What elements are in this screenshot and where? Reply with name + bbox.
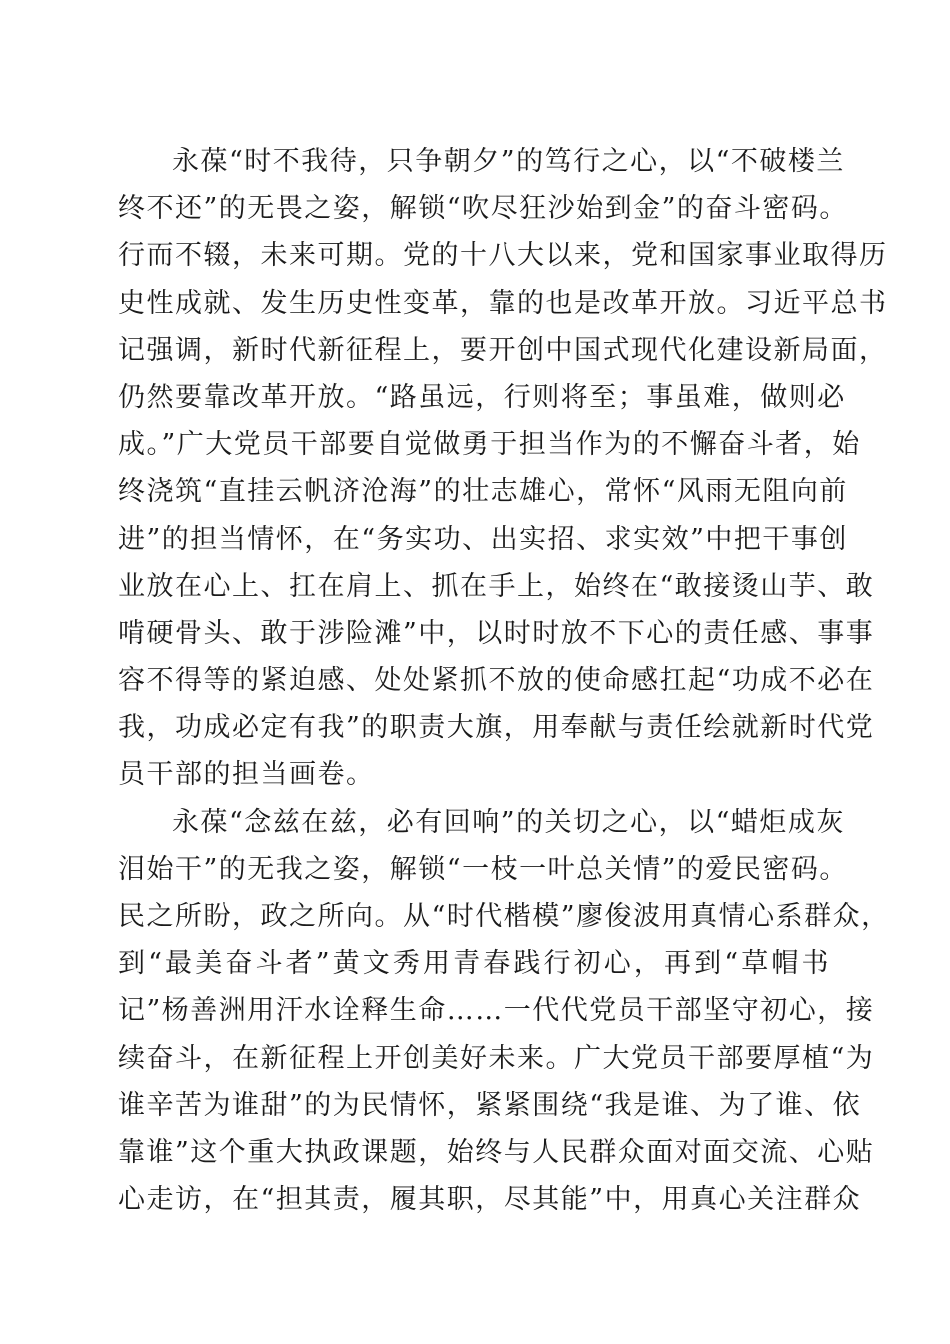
paragraph-line: 容不得等的紧迫感、处处紧抓不放的使命感扛起“功成不必在	[118, 665, 875, 697]
body-text	[118, 138, 890, 1223]
paragraph-line: 终不还”的无畏之姿，解锁“吹尽狂沙始到金”的奋斗密码。	[118, 193, 848, 225]
paragraph-line: 进”的担当情怀，在“务实功、出实招、求实效”中把干事创	[118, 523, 848, 555]
paragraph-line: 成。”广大党员干部要自觉做勇于担当作为的不懈奋斗者，始	[118, 429, 861, 461]
paragraph-line: 业放在心上、扛在肩上、抓在手上，始终在“敢接烫山芋、敢	[118, 570, 875, 602]
paragraph-line: 靠谁”这个重大执政课题，始终与人民群众面对面交流、心贴	[118, 1136, 875, 1168]
paragraph-line: 永葆“时不我待，只争朝夕”的笃行之心，以“不破楼兰	[172, 146, 845, 177]
paragraph-line: 仍然要靠改革开放。“路虽远，行则将至；事虽难，做则必	[118, 381, 846, 413]
paragraph-line: 心走访，在“担其责，履其职，尽其能”中，用真心关注群众	[118, 1184, 862, 1216]
paragraph-line: 续奋斗，在新征程上开创美好未来。广大党员干部要厚植“为	[118, 1042, 875, 1074]
paragraph-line: 员干部的担当画卷。	[118, 759, 375, 791]
paragraph-line: 我，功成必定有我”的职责大旗，用奉献与责任绘就新时代党	[118, 712, 875, 744]
paragraph-line: 记强调，新时代新征程上，要开创中国式现代化建设新局面，	[118, 334, 888, 366]
paragraph-line: 终浇筑“直挂云帆济沧海”的壮志雄心，常怀“风雨无阻向前	[118, 476, 848, 508]
paragraph-line: 谁辛苦为谁甜”的为民情怀，紧紧围绕“我是谁、为了谁、依	[118, 1089, 862, 1121]
paragraph-line: 到“最美奋斗者”黄文秀用青春践行初心，再到“草帽书	[118, 948, 830, 980]
paragraph-line: 永葆“念兹在兹，必有回响”的关切之心，以“蜡炬成灰	[172, 806, 845, 838]
paragraph-line: 记”杨善洲用汗水诠释生命……一代代党员干部坚守初心，接	[118, 995, 875, 1027]
paragraph-1	[118, 138, 888, 799]
paragraph-2	[118, 799, 890, 1224]
paragraph-line: 史性成就、发生历史性变革，靠的也是改革开放。习近平总书	[118, 287, 888, 319]
paragraph-line: 民之所盼，政之所向。从“时代楷模”廖俊波用真情心系群众，	[118, 901, 890, 932]
paragraph-line: 行而不辍，未来可期。党的十八大以来，党和国家事业取得历	[118, 240, 888, 272]
paragraph-line: 啃硬骨头、敢于涉险滩”中，以时时放不下心的责任感、事事	[118, 617, 875, 649]
paragraph-line: 泪始干”的无我之姿，解锁“一枝一叶总关情”的爱民密码。	[118, 853, 848, 885]
